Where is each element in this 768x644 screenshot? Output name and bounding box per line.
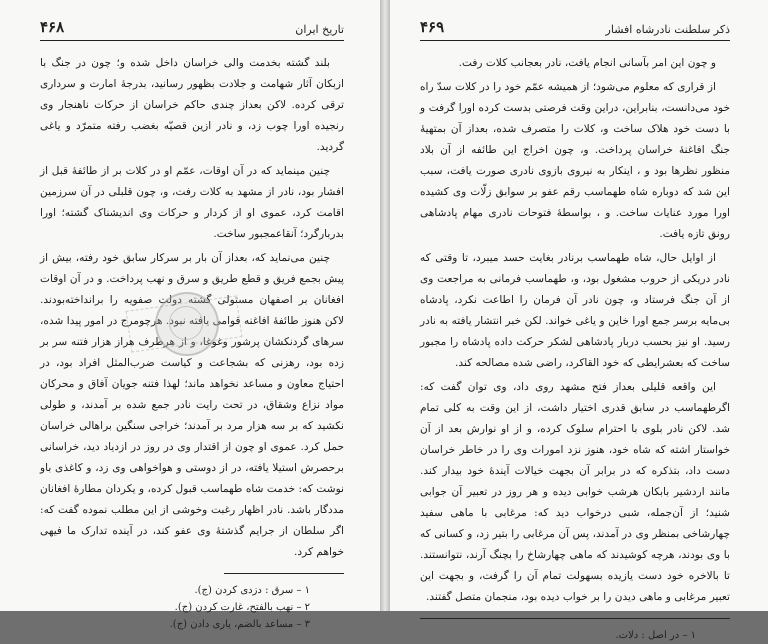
library-seal-icon — [155, 292, 219, 356]
left-paragraph: چنین می‌نماید که، بعداز آن بار بر سرکار سابق خود رفته، بیش از پیش بجمع فریق و قطع طریق و سرق و نهب پرداخت. و در آن اوقات افغانان بر اصفهان مستولی گشته دولت صفویه را برانداخته‌بودند. لاکن هنوز طائفهٔ افاغنه قوامی یافته نبود. هرچومرج در امور پیدا شده، سرهای گردنکشان پرشور وغوغا، و از هرطرف هراز هزار فتنه سر بر زده بود، رهزنی که بشجاعت و کیاست ضرب‌المثل افراد بود، در احتیاج معاون و مساعد نخواهد ماند؛ لهذا فتنه جویان آفاق و محرکان مواد نزاع وشقاق، در تحت رایت نادر جمع شده بر آمدند، و طولی نکشید که بر سه هزار مرد بر آمدند؛ خراجی سنگین براهالی خراسان حمل کرد. عموی او چون از اقتدار وی در روز در ازدیاد دید، خراسانی برحصرش استیلا یافته، در از دوستی و هواخواهی وی زد، و کاغذی باو نوشت که: خدمت شاه طهماسب قبول کرده، و یکردان مطارهٔ افغانان مددگار باشد. نادر اظهار رغبت وخوشی از این مطلب نموده گفت که: اگر سلطان از جرایم گذشتهٔ وی عفو کند، در آینده تدارک ما فیهی خواهم کرد. — [40, 252, 344, 558]
footnote: ۳ – مساعد بالضم، یاری دادن (ج). — [169, 619, 310, 630]
left-footnotes — [40, 582, 344, 633]
right-paragraph: این واقعه قلیلی بعداز فتح مشهد روی داد، وی توان گفت که: اگرطهماسب در سابق قدری اختیار داشت، از این وقت به کلی تمام شد. لاکن نادر بلوی با احترام سلوک کرده، و از او نوارش بعد از آن خواستار اشته که شاه خود، هنوز نزد امورات وی را در خاطر خراسان دست داد، بتذکره که در برابر آن بجهت خیالات آیندهٔ خود بیدار کند. مانند اردشیر بابکان هرشب خوابی دیده و هر روز در تعبیر آن جوابی شنید؛ از آن‌جمله، شبی درخواب دید که: مرغابی با ماهی سفید چهارشاخی بمنظر وی در آمدند، پس آن مرغابی را بتیر زد، و کسانی که با وی بودند، هرچه کوشیدند که ماهی چهارشاخ را بچنگ آرند، نتوانستند. تا بالاخره خود دست یازیده بسهولت تمام آن را گرفت، و بجهت این تعبیر مرغابی و ماهی دیدن را بر خواب دیده بود، منجمان متصل گفتند. — [420, 381, 730, 603]
footnote: ۱ – سرق : دزدی کردن (ج). — [194, 585, 310, 596]
right-paragraph: از اوایل حال، شاه طهماسب برنادر بغایت حسد میبرد، تا وقتی که نادر دریکی از حروب مشغول بود، و، طهماسب فرمانی به مراجعت وی از آن جنگ فرستاد و، چون نادر آن فرمان را اطاعت نکرد، پادشاه بی‌مایه برسر جمع اورا خاین و یاغی خواند. لکن خبر انتشار یافته به نادر رسید. او نیز بحسب دربار پادشاهی لشکر حرکت داده پادشاه را مجبور ساخت که بعشرایطی که خود القاکرد، راضی شده مصالحه کند. — [420, 252, 730, 369]
right-running-head — [420, 18, 730, 41]
right-footnotes — [420, 627, 730, 644]
left-page-number: ۴۶۸ — [40, 18, 65, 36]
right-body-text — [420, 53, 730, 608]
left-paragraph: چنین مینماید که در آن اوقات، عمّم او در کلات بر از طائفهٔ قبل از افشار بود، نادر از مشهد به کلات رفت، و، چون قلبلی در آن سرزمین اقامت کرد، عموی او از کردار و حرکات وی اندیشناک گشته؛ اورا بدربارگرد؛ آنقاعمجبور ساخت. — [40, 165, 344, 240]
right-page-number: ۴۶۹ — [420, 18, 445, 36]
left-paragraph: بلند گشته بخدمت والی خراسان داخل شده و؛ چون در جنگ با ازبکان آثار شهامت و جلادت بظهور رسانید، بدرجهٔ امارت و سرداری ترقی کرده. لاکن بعداز چندی حاکم خراسان از حرکات ناهنجار وی رنجیده اورا چوب زد، و نادر ازین قصیّه بغضب رفته متمرّد و یاغی گردید. — [40, 57, 344, 153]
right-paragraph: از قراری که معلوم می‌شود؛ از همیشه عمّم خود را در کلات سدّ راه خود می‌دانست، بنابراین، دراین وقت فرصتی بدست کرده اورا گرفت و با دست خود هلاک ساخت و، کلات را متصرف شده، بعداز آن بمتهیهٔ جنگ افاغنهٔ خراسان پرداخت. و، چون اخراج این طائفه از آن بلاد منظور نظرها بود و ، اینکار به نیروی بازوی نادری صورت یافت، سبب این شد که دوباره شاه طهماسب رقم عفو بر سوابق زلّات وی کشیده اورا مورد عنایات ساخت. و ، بواسطهٔ فتوحات نادری مهام پادشاهی رونق تازه یافت. — [420, 81, 730, 240]
footnote: ۱ – در اصل : دلات. — [615, 630, 696, 641]
left-running-head — [40, 18, 344, 41]
left-page — [0, 0, 380, 630]
footnote: ۲ – نهب بالفتح، غارت کردن (ج). — [174, 602, 310, 613]
right-running-title: ذکر سلطنت نادرشاه افشار — [605, 23, 730, 36]
right-paragraph: و چون این امر بآسانی انجام یافت، نادر بعجانب کلات رفت. — [458, 57, 716, 69]
book-gutter — [380, 0, 390, 611]
right-page — [390, 0, 768, 641]
left-footnote-rule — [224, 573, 344, 574]
left-running-title: تاریخ ایران — [295, 23, 344, 36]
right-footnote-rule — [420, 618, 730, 619]
